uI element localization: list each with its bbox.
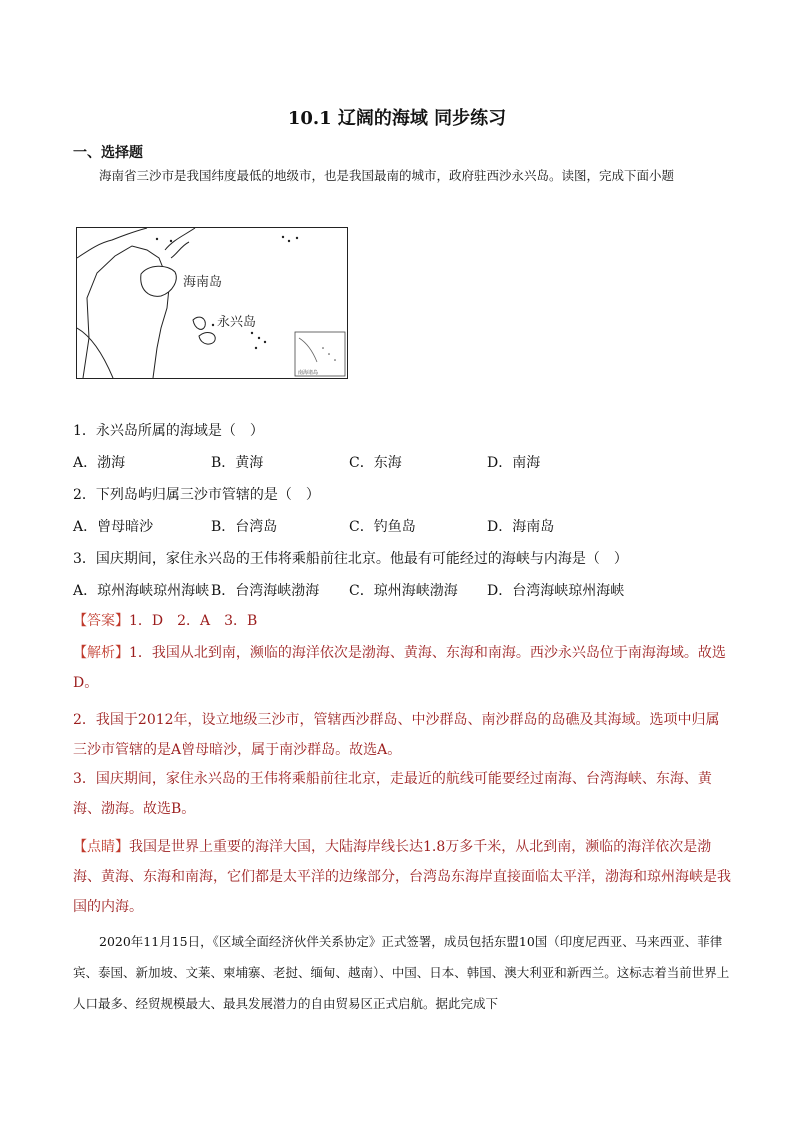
island-dot <box>251 332 253 334</box>
section-heading: 一、选择题 <box>73 145 143 161</box>
inset-dot <box>328 353 330 355</box>
question-1-options <box>73 452 733 472</box>
option-b[interactable]: B．台湾岛 <box>211 519 278 535</box>
island-dot <box>156 238 158 240</box>
island-dot <box>296 237 298 239</box>
option-b[interactable]: B．黄海 <box>211 455 264 471</box>
island-dot <box>264 341 266 343</box>
comment-block <box>73 832 733 922</box>
border-line <box>77 328 113 378</box>
comment-text: 我国是世界上重要的海洋大国，大陆海岸线长达1.8万多千米，从北到南，濒临的海洋依次是渤海、黄海、东海和南海，它们都是太平洋的边缘部分，台湾岛东海岸直接面临太平洋，渤海和琼州海峡是我国的内海。 <box>73 839 731 915</box>
label-hainan: 海南岛 <box>183 274 223 289</box>
inset-label: 南海诸岛 <box>298 370 319 376</box>
option-d[interactable]: D．海南岛 <box>487 519 555 535</box>
question-intro: 海南省三沙市是我国纬度最低的地级市，也是我国最南的城市，政府驻西沙永兴岛。读图，完成下面小题 <box>99 168 675 183</box>
question-intro-2: 2020年11月15日，《区域全面经济伙伴关系协定》正式签署，成员包括东盟10国（印度尼西亚、马来西亚、菲律宾、泰国、新加坡、文莱、柬埔寨、老挝、缅甸、越南）、中国、日本、韩国、澳大利亚和新西兰。这标志着当前世界上人口最多、经贸规模最大、最具发展潜力的自由贸易区正式启航。据此完成下 <box>73 934 730 1011</box>
option-a[interactable]: A．渤海 <box>73 455 126 471</box>
page-title: 10.1 辽阔的海域 同步练习 <box>287 108 507 129</box>
option-d[interactable]: D．南海 <box>487 455 541 471</box>
coastline <box>171 242 189 258</box>
yongxing-dot <box>212 324 214 326</box>
island-dot <box>282 236 284 238</box>
answer-text: 1．D 2．A 3．B <box>129 613 258 629</box>
analysis-p3: 3．国庆期间，家住永兴岛的王伟将乘船前往北京，走最近的航线可能要经过南海、台湾海峡、东海、黄海、渤海。故选B。 <box>73 771 712 817</box>
question-3: 3．国庆期间，家住永兴岛的王伟将乘船前往北京。他最有可能经过的海峡与内海是（ ） <box>73 551 628 567</box>
map-svg <box>77 228 347 378</box>
question-2-options <box>73 516 733 536</box>
paracel-outline <box>193 317 205 329</box>
inset-dot <box>334 359 336 361</box>
question-3-options <box>73 580 733 600</box>
option-c[interactable]: C．钓鱼岛 <box>349 519 416 535</box>
answer-block <box>73 606 733 636</box>
island-dot <box>170 240 172 242</box>
option-c[interactable]: C．东海 <box>349 455 402 471</box>
analysis-block <box>73 638 733 698</box>
label-yongxing: 永兴岛 <box>217 314 257 329</box>
option-d[interactable]: D．台湾海峡琼州海峡 <box>487 583 625 599</box>
option-b[interactable]: B．台湾海峡渤海 <box>211 583 320 599</box>
comment-label: 【点睛】 <box>73 839 129 855</box>
option-a[interactable]: A．曾母暗沙 <box>73 519 154 535</box>
answer-label: 【答案】 <box>73 613 129 629</box>
map-figure <box>76 227 348 379</box>
option-c[interactable]: C．琼州海峡渤海 <box>349 583 458 599</box>
paracel-outline <box>199 333 215 345</box>
coastline <box>77 228 147 258</box>
analysis-p1: 1．我国从北到南，濒临的海洋依次是渤海、黄海、东海和南海。西沙永兴岛位于南海海域。故选D。 <box>73 645 726 691</box>
coastline <box>165 228 195 250</box>
island-dot <box>258 337 260 339</box>
option-a[interactable]: A．琼州海峡琼州海峡 <box>73 583 210 599</box>
question-2: 2．下列岛屿归属三沙市管辖的是（ ） <box>73 487 320 503</box>
inset-dot <box>322 347 324 349</box>
analysis-p2: 2．我国于2012年，设立地级三沙市，管辖西沙群岛、中沙群岛、南沙群岛的岛礁及其海域。选项中归属三沙市管辖的是A曾母暗沙，属于南沙群岛。故选A。 <box>73 712 720 758</box>
question-1: 1．永兴岛所属的海域是（ ） <box>73 423 264 439</box>
analysis-label: 【解析】 <box>73 645 129 661</box>
coastline <box>83 246 169 378</box>
hainan-island <box>141 266 176 296</box>
island-dot <box>288 240 290 242</box>
island-dot <box>255 347 257 349</box>
